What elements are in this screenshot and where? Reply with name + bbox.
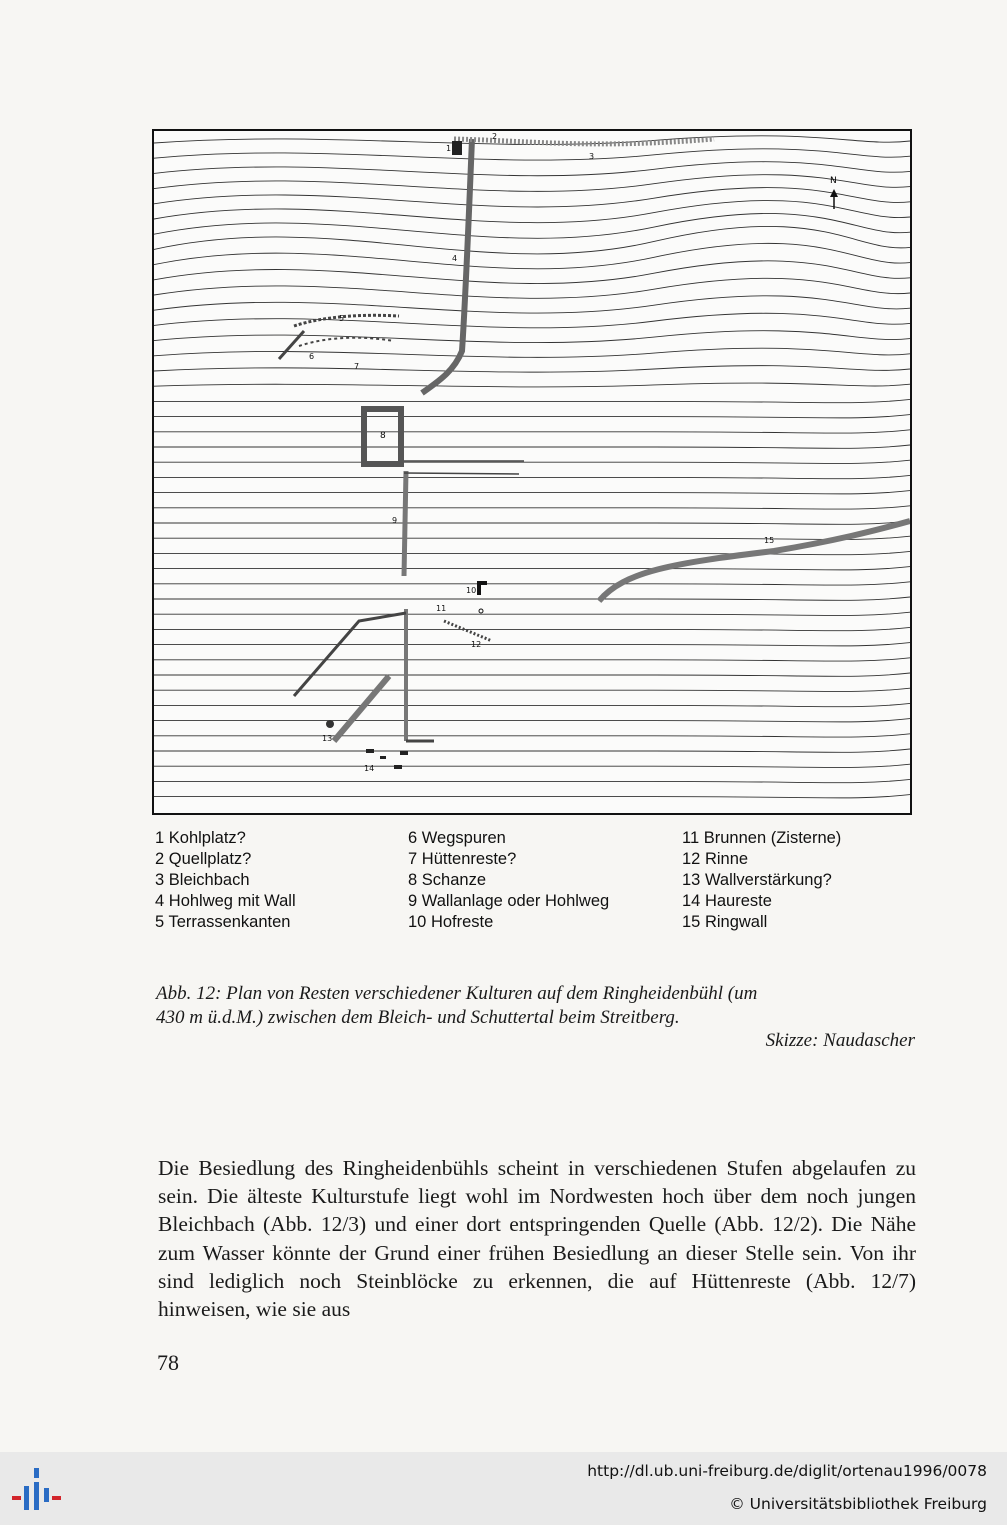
caption-line: Abb. 12: Plan von Resten verschiedener Kulturen auf dem Ringheidenbühl (um <box>156 983 758 1004</box>
ub-freiburg-logo-icon <box>12 1466 62 1514</box>
map-label-11: 11 <box>436 604 447 613</box>
legend-item: 4 Hohlweg mit Wall <box>155 892 296 910</box>
map-label-13: 13 <box>322 734 333 743</box>
legend-item: 14 Haureste <box>682 892 772 910</box>
copyright-text: © Universitätsbibliothek Freiburg <box>729 1495 987 1513</box>
legend-item: 11 Brunnen (Zisterne) <box>682 829 842 847</box>
legend-item: 9 Wallanlage oder Hohlweg <box>408 892 610 910</box>
figure-credit: Skizze: Naudascher <box>765 1030 915 1051</box>
legend-item: 15 Ringwall <box>682 913 768 931</box>
map-label-15: 15 <box>764 536 775 545</box>
north-label: N <box>830 176 837 186</box>
figure-caption <box>156 982 916 1030</box>
legend-column-3 <box>682 828 841 933</box>
caption-line: 430 m ü.d.M.) zwischen dem Bleich- und Schuttertal beim Streitberg. <box>156 1007 680 1028</box>
footer-bar <box>0 1452 1007 1525</box>
legend-item: 5 Terrassenkanten <box>155 913 291 931</box>
map-label-7: 7 <box>354 362 360 371</box>
map-label-14: 14 <box>364 764 375 773</box>
legend-column-1 <box>155 828 296 933</box>
map-label-6: 6 <box>309 352 315 361</box>
site-plan-drawing <box>154 131 910 813</box>
contour-lines <box>154 136 910 798</box>
legend-item: 7 Hüttenreste? <box>408 850 517 868</box>
map-label-3: 3 <box>589 152 595 161</box>
map-label-5: 5 <box>339 314 345 323</box>
legend-item: 8 Schanze <box>408 871 486 889</box>
map-label-10: 10 <box>466 586 477 595</box>
legend-column-2 <box>408 828 609 933</box>
map-label-9: 9 <box>392 516 398 525</box>
legend-item: 10 Hofreste <box>408 913 494 931</box>
legend-item: 2 Quellplatz? <box>155 850 252 868</box>
legend-item: 6 Wegspuren <box>408 829 506 847</box>
page-number: 78 <box>157 1350 179 1375</box>
legend-item: 1 Kohlplatz? <box>155 829 246 847</box>
map-label-8: 8 <box>380 431 386 441</box>
body-paragraph: Die Besiedlung des Ringheidenbühls scheint in verschiedenen Stufen abgelaufen zu sein. Die älteste Kulturstufe liegt wohl im Nordwesten hoch über dem noch jungen Bleichbach (Abb. 12/3) und einer dort entspringenden Quelle (Abb. 12/2). Die Nähe zum Wasser könnte der Grund einer frühen Besiedlung an dieser Stelle sein. Von ihr sind lediglich noch Steinblöcke zu erkennen, die auf Hüttenreste (Abb. 12/7) hinweisen, wie sie aus <box>158 1156 916 1322</box>
site-plan-map <box>152 129 912 815</box>
map-label-12: 12 <box>471 640 482 649</box>
legend-item: 12 Rinne <box>682 850 749 868</box>
document-url-link[interactable]: http://dl.ub.uni-freiburg.de/diglit/ortenau1996/0078 <box>587 1462 987 1480</box>
map-label-4: 4 <box>452 254 458 263</box>
legend-item: 3 Bleichbach <box>155 871 250 889</box>
map-label-2: 2 <box>492 132 498 141</box>
map-label-1: 1 <box>446 144 452 153</box>
legend-item: 13 Wallverstärkung? <box>682 871 832 889</box>
